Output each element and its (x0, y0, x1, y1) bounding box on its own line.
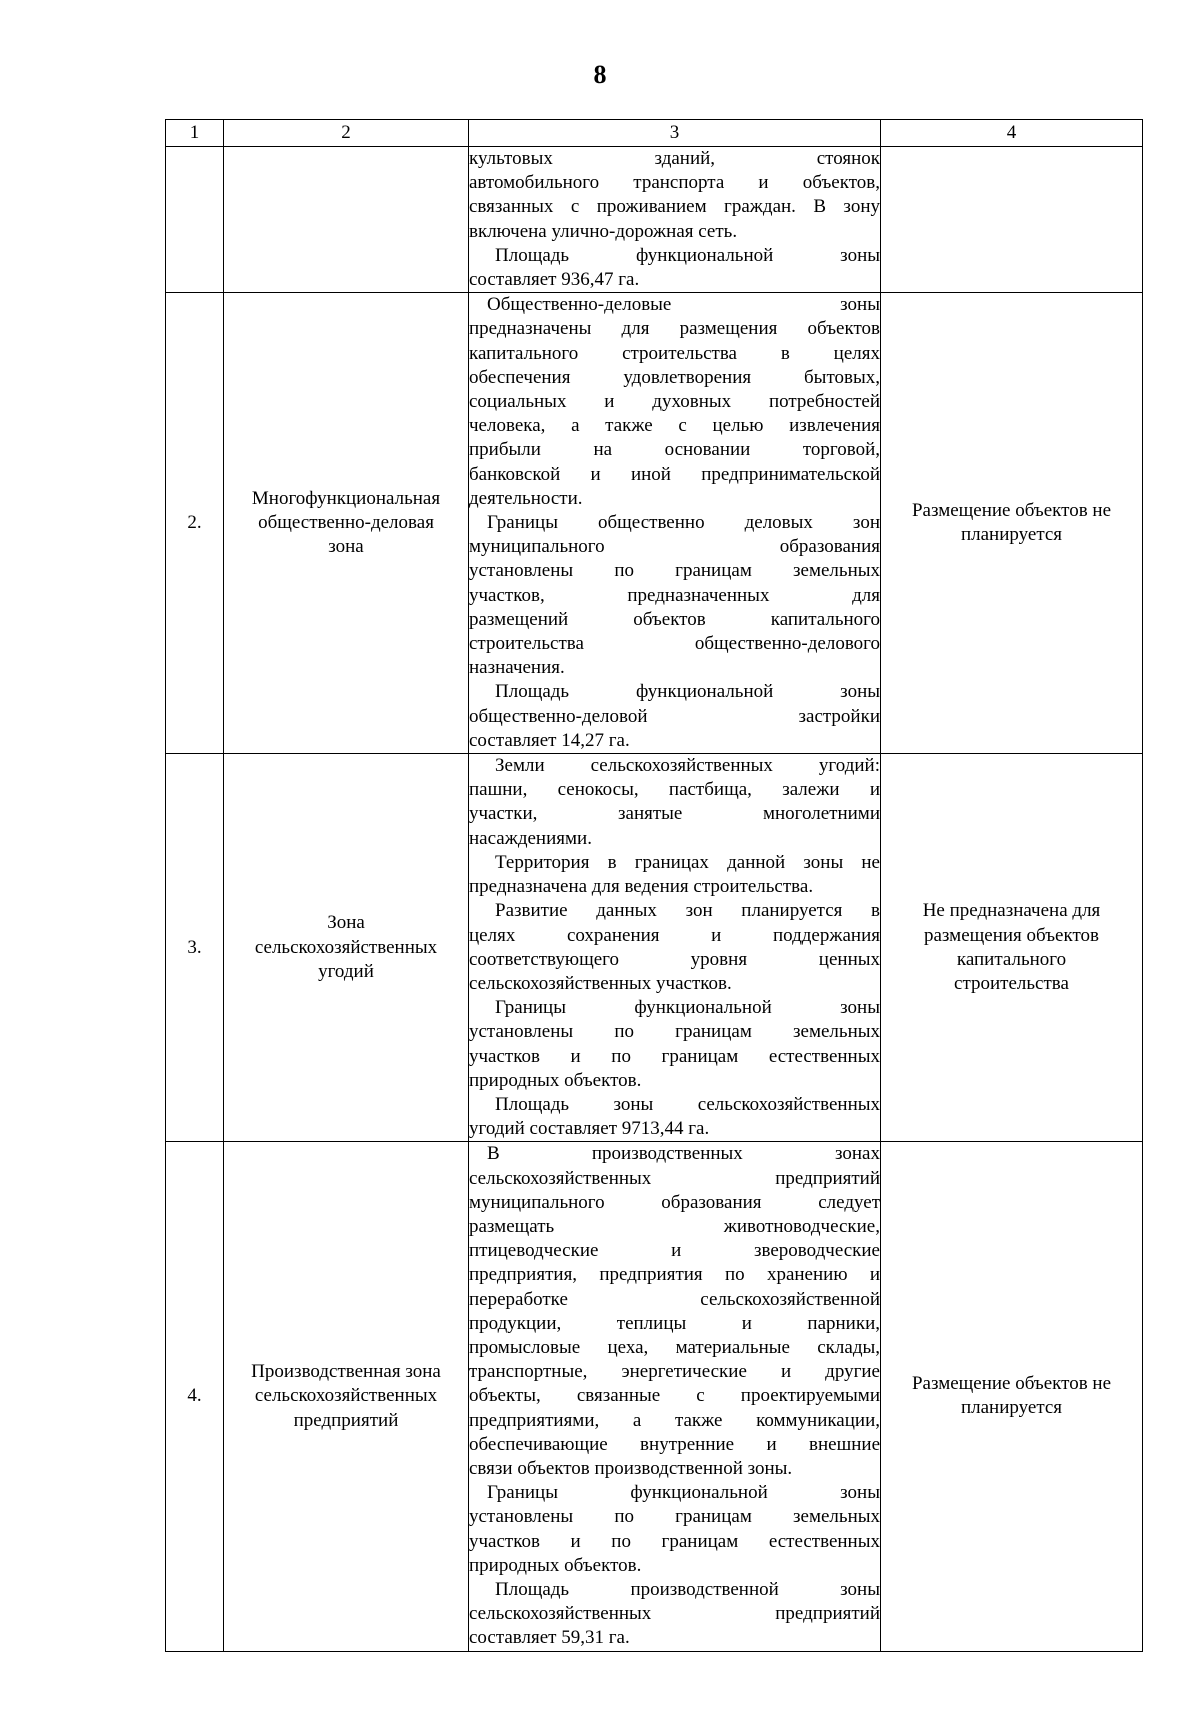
description-line: соответствующего уровня ценных (469, 948, 880, 970)
table-row (166, 147, 1143, 293)
description-line: назначения. (469, 657, 565, 679)
row-number-cell: 4. (166, 1142, 224, 1651)
description-line: Развитие данных зон планируется в (495, 900, 880, 922)
description-line: участки, занятые многолетними (469, 803, 880, 825)
description-line: прибыли на основании торговой, (469, 439, 880, 461)
description-line: культовых зданий, стоянок (469, 148, 880, 169)
description-line: общественно-деловой застройки (469, 705, 880, 727)
zone-name-line: сельскохозяйственных (254, 936, 438, 958)
table-row (166, 1142, 1143, 1651)
description-line: сельскохозяйственных участков. (469, 972, 732, 994)
description-line: связанных с проживанием граждан. В зону (469, 196, 880, 218)
zone-name-line: общественно-деловая (258, 512, 434, 534)
table-row (166, 754, 1143, 1142)
description-line: обеспечения удовлетворения бытовых, (469, 366, 880, 388)
row-number-cell (166, 147, 224, 293)
description-line: установлены по границам земельных (469, 1506, 880, 1528)
description-line: предназначена для ведения строительства. (469, 876, 814, 898)
description-line: капитального строительства в целях (469, 342, 880, 364)
description-line: Границы функциональной зоны (487, 1482, 880, 1504)
zones-table (165, 119, 1143, 1652)
note-line: Размещение объектов не (911, 499, 1112, 521)
description-line: связи объектов производственной зоны. (469, 1457, 793, 1479)
description-line: человека, а также с целью извлечения (469, 415, 880, 437)
description-line: птицеводческие и звероводческие (469, 1240, 880, 1262)
zone-name-line: предприятий (293, 1409, 399, 1431)
zone-name-line: Зона (327, 912, 365, 934)
description-line: сельскохозяйственных предприятий (469, 1603, 880, 1625)
table-row (166, 293, 1143, 754)
description-line: деятельности. (469, 487, 583, 509)
description-line: Площадь функциональной зоны (495, 681, 880, 703)
column-header: 3 (469, 120, 881, 147)
description-line: сельскохозяйственных предприятий (469, 1167, 880, 1189)
zone-name-line: сельскохозяйственных (254, 1385, 438, 1407)
description-line: продукции, теплицы и парники, (469, 1312, 880, 1334)
zone-description-cell (469, 1142, 881, 1651)
row-number-cell: 3. (166, 754, 224, 1142)
description-line: предназначены для размещения объектов (469, 318, 880, 340)
zone-description-cell (469, 147, 881, 293)
note-line: Не предназначена для (922, 900, 1101, 922)
column-header: 2 (224, 120, 469, 147)
note-line: Размещение объектов не (911, 1373, 1112, 1395)
description-line: промысловые цеха, материальные склады, (469, 1336, 880, 1358)
description-line: размещений объектов капитального (469, 608, 880, 630)
description-line: муниципального образования (469, 536, 880, 558)
description-line: предприятия, предприятия по хранению и (469, 1264, 880, 1286)
header-row (166, 120, 1143, 147)
description-line: составляет 936,47 га. (469, 269, 640, 291)
zone-description-cell (469, 754, 881, 1142)
description-line: Площадь производственной зоны (495, 1578, 880, 1600)
column-header: 4 (881, 120, 1143, 147)
description-line: Земли сельскохозяйственных угодий: (495, 755, 880, 777)
zone-description-cell (469, 293, 881, 754)
description-line: Общественно-деловые зоны (487, 294, 880, 316)
description-line: угодий составляет 9713,44 га. (469, 1118, 710, 1140)
description-line: составляет 59,31 га. (469, 1627, 630, 1649)
description-line: Площадь функциональной зоны (495, 244, 880, 266)
description-line: Границы общественно деловых зон (487, 512, 880, 534)
description-line: размещать животноводческие, (469, 1215, 880, 1237)
description-line: Границы функциональной зоны (495, 997, 880, 1019)
zone-name-cell (224, 754, 469, 1142)
note-line: строительства (954, 972, 1069, 994)
description-line: социальных и духовных потребностей (469, 391, 880, 413)
description-line: муниципального образования следует (469, 1191, 880, 1213)
zone-name-line: Многофункциональная (251, 487, 441, 509)
zone-name-line: зона (328, 536, 364, 558)
zone-note-cell (881, 147, 1143, 293)
column-header: 1 (166, 120, 224, 147)
note-line: планируется (960, 1397, 1063, 1419)
description-line: участков и по границам естественных (469, 1530, 880, 1552)
row-number-cell: 2. (166, 293, 224, 754)
zone-name-cell (224, 147, 469, 293)
page-number: 8 (593, 60, 607, 89)
description-line: транспортные, энергетические и другие (469, 1361, 880, 1383)
note-line: капитального (956, 948, 1067, 970)
zone-note-cell (881, 293, 1143, 754)
description-line: банковской и иной предпринимательской (469, 463, 880, 485)
description-line: целях сохранения и поддержания (469, 924, 880, 946)
description-line: насаждениями. (469, 827, 592, 849)
description-line: Площадь зоны сельскохозяйственных (495, 1093, 880, 1115)
description-line: природных объектов. (469, 1554, 642, 1576)
description-line: переработке сельскохозяйственной (469, 1288, 880, 1310)
description-line: пашни, сенокосы, пастбища, залежи и (469, 779, 880, 801)
description-line: Территория в границах данной зоны не (495, 851, 880, 873)
description-line: составляет 14,27 га. (469, 729, 630, 751)
description-line: предприятиями, а также коммуникации, (469, 1409, 880, 1431)
note-line: планируется (960, 524, 1063, 546)
description-line: установлены по границам земельных (469, 1021, 880, 1043)
zone-name-cell (224, 293, 469, 754)
description-line: природных объектов. (469, 1069, 642, 1091)
description-line: В производственных зонах (487, 1143, 880, 1165)
zone-name-line: угодий (318, 960, 374, 982)
zone-note-cell (881, 1142, 1143, 1651)
description-line: участков и по границам естественных (469, 1045, 880, 1067)
description-line: объекты, связанные с проектируемыми (469, 1385, 880, 1407)
description-line: участков, предназначенных для (469, 584, 880, 606)
description-line: автомобильного транспорта и объектов, (469, 172, 880, 194)
description-line: обеспечивающие внутренние и внешние (469, 1433, 880, 1455)
zone-name-line: Производственная зона (251, 1361, 441, 1383)
note-line: размещения объектов (924, 924, 1099, 946)
description-line: включена улично-дорожная сеть. (469, 220, 738, 242)
zone-note-cell (881, 754, 1143, 1142)
description-line: строительства общественно-делового (469, 633, 880, 655)
zone-name-cell (224, 1142, 469, 1651)
description-line: установлены по границам земельных (469, 560, 880, 582)
